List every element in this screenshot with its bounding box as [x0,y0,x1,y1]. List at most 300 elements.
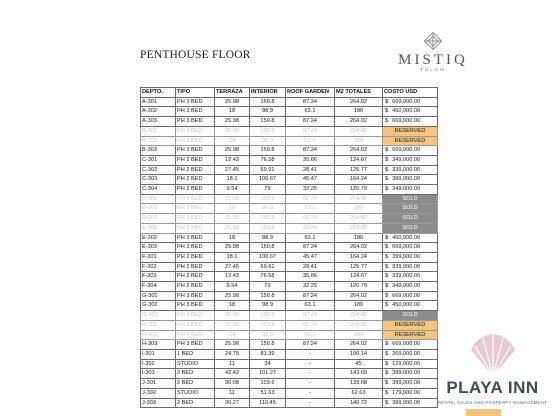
col-header-m2-totales: M2 TOTALES [335,88,383,98]
cell-tipo: 2 BED [176,369,215,379]
cell-roof-garden: 87.24 [286,223,335,233]
cell-roof-garden: 87.24 [286,194,335,204]
cell-terraza: 25.98 [215,214,250,224]
cell-roof-garden: 28.41 [286,262,335,272]
cell-terraza: 27.45 [215,165,250,175]
cell-m2-totales: 180 [335,330,383,340]
cell-interior: 81.39 [250,349,286,359]
table-row [141,282,438,292]
price-amount: 669,000.00 [392,341,421,348]
cell-terraza: 30.27 [215,398,250,408]
col-header-costo: COSTO USD [383,88,438,98]
cell-costo [383,252,438,262]
cell-costo [383,185,438,195]
cell-interior: 98.9 [250,136,286,146]
cell-roof-garden: 87.24 [286,214,335,224]
cell-roof-garden: - [286,369,335,379]
cell-tipo: PH 2 BED [176,282,215,292]
cell-costo [383,388,438,398]
cell-tipo: PH 3 BED [176,330,215,340]
cell-terraza: 25.98 [215,340,250,350]
currency-symbol: $ [385,273,389,280]
cell-interior: 100.67 [250,175,286,185]
cell-tipo: 2 BED [176,379,215,389]
currency-symbol: $ [385,98,389,105]
cell-depto: A-301 [141,97,176,107]
cell-roof-garden: 32.25 [286,282,335,292]
table-row [141,214,438,224]
table-row [141,359,438,369]
cell-interior: 150.8 [250,214,286,224]
price-amount: 450,000.00 [392,302,421,309]
cell-m2-totales: 180 [335,233,383,243]
cell-roof-garden: 45.47 [286,252,335,262]
price-amount: 339,000.00 [392,166,421,173]
cell-interior: 76.58 [250,155,286,165]
col-header-interior: INTERIOR [250,88,286,98]
table-row [141,340,438,350]
cell-costo [383,117,438,127]
cell-tipo: PH 3 BED [176,136,215,146]
cell-tipo: 2 BED [176,398,215,408]
cell-tipo: PH 2 BED [176,272,215,282]
table-row [141,233,438,243]
cell-m2-totales: 264.02 [335,117,383,127]
cell-tipo: PH 2 BED [176,252,215,262]
cell-depto: E-303 [141,243,176,253]
cell-costo [383,340,438,350]
cell-roof-garden: 32.25 [286,185,335,195]
table-row [141,291,438,301]
cell-m2-totales: 143.69 [335,369,383,379]
cell-tipo: PH 3 BED [176,320,215,330]
cell-terraza: 18 [215,204,250,214]
cell-depto: J-303 [141,398,176,408]
cell-terraza: 18 [215,301,250,311]
currency-symbol: $ [385,370,389,377]
cell-interior: 150.8 [250,311,286,321]
cell-interior: 98.9 [250,330,286,340]
cell-interior: 51.63 [250,388,286,398]
table-row [141,155,438,165]
status-badge: SOLD [383,214,438,224]
price-amount: 669,000.00 [392,147,421,154]
cell-m2-totales: 106.14 [335,349,383,359]
cell-tipo: PH 3 BED [176,204,215,214]
price-amount: 450,000.00 [392,234,421,241]
cell-roof-garden: 87.24 [286,320,335,330]
price-amount: 399,000.00 [392,253,421,260]
cell-terraza: 9.54 [215,282,250,292]
status-badge: SOLD [383,223,438,233]
cell-interior: 98.9 [250,301,286,311]
cell-tipo: PH 3 BED [176,291,215,301]
cell-terraza: 18.1 [215,252,250,262]
cell-tipo: PH 3 BED [176,107,215,117]
currency-symbol: $ [385,176,389,183]
cell-terraza: 18 [215,136,250,146]
table-header-row [141,88,438,98]
cell-m2-totales: 180 [335,204,383,214]
cell-tipo: 1 BED [176,349,215,359]
price-amount: 669,000.00 [392,118,421,125]
cell-m2-totales: 264.02 [335,223,383,233]
cell-roof-garden: 63.1 [286,301,335,311]
table-row [141,388,438,398]
cell-interior: 101.27 [250,369,286,379]
cell-interior: 79 [250,185,286,195]
cell-terraza: 12.43 [215,272,250,282]
cell-m2-totales: 264.02 [335,194,383,204]
cell-roof-garden: 87.24 [286,126,335,136]
table-row [141,369,438,379]
cell-m2-totales: 125.77 [335,262,383,272]
cell-roof-garden: 63.1 [286,330,335,340]
cell-depto: F-301 [141,252,176,262]
table-row [141,379,438,389]
cell-m2-totales: 264.02 [335,126,383,136]
cell-terraza: 18 [215,330,250,340]
cell-m2-totales: 264.02 [335,291,383,301]
cell-depto: C-304 [141,185,176,195]
cell-tipo: PH 2 BED [176,165,215,175]
cell-m2-totales: 62.63 [335,388,383,398]
cell-m2-totales: 133.68 [335,379,383,389]
table-row [141,126,438,136]
cell-roof-garden: - [286,359,335,369]
cell-depto: H-302 [141,330,176,340]
cell-tipo: PH 3 BED [176,301,215,311]
cell-interior: 110.45 [250,398,286,408]
price-amount: 349,000.00 [392,186,421,193]
cell-interior: 79 [250,282,286,292]
cell-tipo: PH 3 BED [176,233,215,243]
cell-m2-totales: 264.02 [335,340,383,350]
cell-depto: A-303 [141,117,176,127]
orange-corner-tab [466,409,501,416]
cell-tipo: PH 3 BED [176,117,215,127]
status-badge: RESERVED [383,320,438,330]
cell-depto: H-303 [141,340,176,350]
cell-depto: E-302 [141,233,176,243]
cell-terraza: 11 [215,388,250,398]
cell-interior: 150.8 [250,223,286,233]
units-table [140,87,438,408]
table-row [141,349,438,359]
currency-symbol: $ [385,263,389,270]
cell-interior: 98.9 [250,107,286,117]
cell-roof-garden: 45.47 [286,175,335,185]
table-row [141,97,438,107]
table-row [141,175,438,185]
table-row [141,398,438,408]
shell-logo-icon [467,330,519,380]
cell-m2-totales: 264.02 [335,97,383,107]
col-header-terraza: TERRAZA [215,88,250,98]
cell-tipo: PH 2 BED [176,175,215,185]
cell-terraza: 18 [215,233,250,243]
cell-m2-totales: 264.02 [335,320,383,330]
cell-m2-totales: 120.79 [335,185,383,195]
cell-terraza: 25.98 [215,243,250,253]
status-badge: SOLD [383,311,438,321]
cell-terraza: 25.98 [215,146,250,156]
cell-costo [383,155,438,165]
cell-terraza: 24.75 [215,349,250,359]
cell-roof-garden: 87.24 [286,146,335,156]
cell-terraza: 25.98 [215,311,250,321]
cell-roof-garden: 28.41 [286,165,335,175]
cell-depto: E-301 [141,223,176,233]
cell-depto: I-301 [141,349,176,359]
cell-roof-garden: 87.24 [286,117,335,127]
cell-roof-garden: 87.24 [286,243,335,253]
cell-interior: 150.8 [250,97,286,107]
col-header-roof-garden: ROOF GARDEN [286,88,335,98]
cell-depto: G-301 [141,291,176,301]
status-badge: RESERVED [383,136,438,146]
cell-m2-totales: 164.24 [335,252,383,262]
cell-costo [383,291,438,301]
currency-symbol: $ [385,350,389,357]
cell-depto: D-302 [141,204,176,214]
cell-depto: B-301 [141,126,176,136]
status-badge: SOLD [383,204,438,214]
price-amount: 399,000.00 [392,176,421,183]
cell-interior: 34 [250,359,286,369]
brand-name: PLAYA INN [446,378,539,397]
brand-tagline: RENTS, SALES AND PROPERTY MANAGEMENT [437,400,548,405]
table-row [141,243,438,253]
currency-symbol: $ [385,118,389,125]
table-row [141,165,438,175]
table-row [141,223,438,233]
cell-depto: J-301 [141,379,176,389]
cell-costo [383,398,438,408]
cell-costo [383,359,438,369]
table-row [141,262,438,272]
cell-terraza: 18.1 [215,175,250,185]
cell-depto: F-304 [141,282,176,292]
cell-tipo: PH 3 BED [176,340,215,350]
currency-symbol: $ [385,302,389,309]
cell-interior: 150.8 [250,194,286,204]
logo-name: MISTIQ [398,52,468,68]
page-title: PENTHOUSE FLOOR [140,49,251,61]
cell-m2-totales: 124.67 [335,155,383,165]
price-amount: 339,000.00 [392,273,421,280]
currency-symbol: $ [385,389,389,396]
currency-symbol: $ [385,399,389,406]
cell-m2-totales: 164.24 [335,175,383,185]
cell-interior: 103.6 [250,379,286,389]
cell-depto: J-302 [141,388,176,398]
table-row [141,311,438,321]
cell-tipo: STUDIO [176,359,215,369]
cell-m2-totales: 45 [335,359,383,369]
currency-symbol: $ [385,186,389,193]
cell-m2-totales: 180 [335,301,383,311]
cell-depto: C-303 [141,175,176,185]
status-badge: RESERVED [383,330,438,340]
cell-costo [383,165,438,175]
price-amount: 269,000.00 [392,350,421,357]
cell-depto: C-301 [141,155,176,165]
currency-symbol: $ [385,156,389,163]
cell-depto: C-302 [141,165,176,175]
cell-terraza: 25.98 [215,223,250,233]
price-amount: 129,000.00 [392,360,421,367]
cell-costo [383,243,438,253]
col-header-tipo: TIPO [176,88,215,98]
cell-roof-garden: 63.1 [286,107,335,117]
cell-tipo: PH 2 BED [176,155,215,165]
cell-tipo: PH 3 BED [176,194,215,204]
cell-costo [383,97,438,107]
cell-m2-totales: 264.02 [335,311,383,321]
currency-symbol: $ [385,166,389,173]
cell-costo [383,349,438,359]
table-row [141,272,438,282]
cell-depto: A-302 [141,107,176,117]
cell-interior: 150.8 [250,243,286,253]
cell-m2-totales: 264.02 [335,146,383,156]
cell-depto: B-302 [141,136,176,146]
cell-costo [383,272,438,282]
cell-terraza: 30.08 [215,379,250,389]
cell-roof-garden: - [286,349,335,359]
table-row [141,320,438,330]
price-amount: 349,000.00 [392,283,421,290]
currency-symbol: $ [385,292,389,299]
cell-roof-garden: 87.24 [286,291,335,301]
cell-terraza: 25.98 [215,97,250,107]
cell-terraza: 42.42 [215,369,250,379]
cell-tipo: PH 3 BED [176,97,215,107]
table-row [141,107,438,117]
price-amount: 450,000.00 [392,108,421,115]
cell-m2-totales: 124.67 [335,272,383,282]
cell-costo [383,301,438,311]
cell-roof-garden: - [286,379,335,389]
cell-tipo: PH 3 BED [176,214,215,224]
status-badge: SOLD [383,194,438,204]
table-row [141,117,438,127]
cell-costo [383,146,438,156]
table-row [141,146,438,156]
mistiq-logo [398,30,468,80]
cell-tipo: PH 2 BED [176,185,215,195]
cell-terraza: 25.98 [215,291,250,301]
cell-roof-garden: 63.1 [286,204,335,214]
cell-interior: 100.67 [250,252,286,262]
table-row [141,330,438,340]
table-row [141,194,438,204]
table-row [141,204,438,214]
cell-interior: 150.8 [250,291,286,301]
cell-terraza: 25.98 [215,194,250,204]
cell-depto: F-302 [141,262,176,272]
cell-interior: 69.91 [250,262,286,272]
price-amount: 399,000.00 [392,380,421,387]
cell-m2-totales: 180 [335,136,383,146]
cell-costo [383,262,438,272]
cell-tipo: PH 2 BED [176,262,215,272]
price-amount: 339,000.00 [392,263,421,270]
col-header-depto: DEPTO. [141,88,176,98]
cell-m2-totales: 125.77 [335,165,383,175]
cell-interior: 76.58 [250,272,286,282]
cell-m2-totales: 264.02 [335,214,383,224]
cell-roof-garden: - [286,388,335,398]
playa-inn-brand [435,330,550,416]
cell-roof-garden: 63.1 [286,233,335,243]
cell-roof-garden: - [286,398,335,408]
currency-symbol: $ [385,108,389,115]
table-row [141,301,438,311]
price-amount: 399,000.00 [392,370,421,377]
currency-symbol: $ [385,244,389,251]
cell-interior: 150.8 [250,340,286,350]
cell-interior: 150.8 [250,146,286,156]
price-amount: 669,000.00 [392,98,421,105]
cell-terraza: 27.45 [215,262,250,272]
cell-roof-garden: 87.24 [286,311,335,321]
cell-interior: 69.91 [250,165,286,175]
cell-terraza: 25.98 [215,126,250,136]
cell-costo [383,369,438,379]
cell-tipo: PH 3 BED [176,223,215,233]
currency-symbol: $ [385,341,389,348]
currency-symbol: $ [385,234,389,241]
cell-tipo: PH 3 BED [176,146,215,156]
currency-symbol: $ [385,380,389,387]
cell-m2-totales: 180 [335,107,383,117]
currency-symbol: $ [385,283,389,290]
cell-roof-garden: 63.1 [286,136,335,146]
cell-interior: 150.8 [250,126,286,136]
cell-costo [383,175,438,185]
cell-m2-totales: 140.72 [335,398,383,408]
currency-symbol: $ [385,147,389,154]
cell-roof-garden: 87.24 [286,97,335,107]
cell-depto: F-303 [141,272,176,282]
price-amount: 179,000.00 [392,389,421,396]
cell-roof-garden: 35.66 [286,272,335,282]
diamond-logo-icon [422,30,444,52]
cell-depto: I-302 [141,359,176,369]
price-amount: 669,000.00 [392,244,421,251]
table-row [141,136,438,146]
logo-subtitle: TULUM [420,67,446,72]
cell-terraza: 12.43 [215,155,250,165]
cell-depto: D-303 [141,214,176,224]
cell-depto: G-302 [141,301,176,311]
currency-symbol: $ [385,253,389,260]
table-row [141,185,438,195]
cell-depto: D-301 [141,194,176,204]
cell-costo [383,107,438,117]
cell-interior: 150.8 [250,320,286,330]
cell-interior: 98.9 [250,233,286,243]
cell-tipo: STUDIO [176,388,215,398]
status-badge: RESERVED [383,126,438,136]
currency-symbol: $ [385,360,389,367]
cell-terraza: 9.54 [215,185,250,195]
price-amount: 349,000.00 [392,156,421,163]
price-amount: 669,000.00 [392,292,421,299]
price-amount: 399,000.00 [392,399,421,406]
